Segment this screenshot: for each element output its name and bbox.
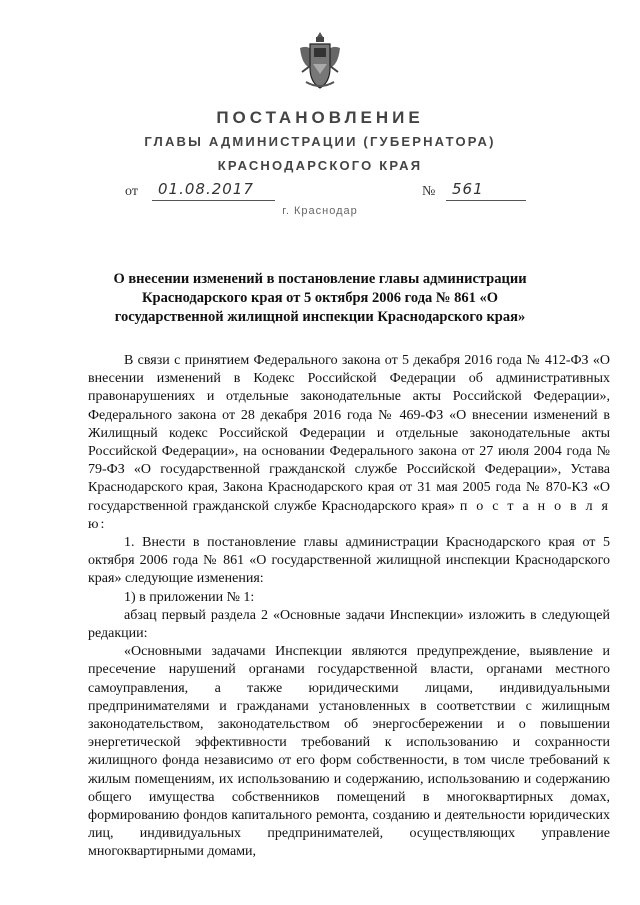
document-body xyxy=(88,352,610,862)
coat-of-arms-emblem xyxy=(292,28,348,92)
date-prefix: от xyxy=(125,184,138,199)
date-underline xyxy=(152,200,275,201)
issuing-authority: ГЛАВЫ АДМИНИСТРАЦИИ (ГУБЕРНАТОРА) xyxy=(144,134,496,149)
document-number: 561 xyxy=(452,180,484,198)
number-prefix: № xyxy=(422,184,436,199)
number-underline xyxy=(446,200,526,201)
quoted-paragraph: «Основными задачами Инспекции являются предупреждение, выявление и пресечение нарушений органами государственной власти, органами местного самоуправления, а также юридическими лицами, индивидуальными предпринимателями и гражданами установленных в соответствии с жилищным законодательством, законодательством об энергосбережении и о повышении энергетической эффективности требований к использованию и сохранности жилищного фонда независимо от его форм собственности, в том числе требований к жилым помещениям, их использованию и содержанию, использованию и содержанию общего имущества собственников помещений в многоквартирных домах, формированию фондов капитального ремонта, созданию и деятельности юридических лиц, индивидуальных предпринимателей, осуществляющих управление многоквартирными домами, xyxy=(88,644,610,860)
city-name: г. Краснодар xyxy=(282,205,358,217)
decree-word: п о с т а н о в л я ю: xyxy=(88,498,610,532)
document-type: ПОСТАНОВЛЕНИЕ xyxy=(216,108,424,127)
document-title: О внесении изменений в постановление главы администрации Краснодарского края от 5 октября 2006 года № 861 «О государственной жилищной инспекции Краснодарского края» xyxy=(113,271,527,325)
amendment-paragraph: 1. Внести в постановление главы администрации Краснодарского края от 5 октября 2006 года № 861 «О государственной жилищной инспекции Краснодарского края» следующие изменения: xyxy=(88,535,610,587)
preamble-text: В связи с принятием Федерального закона от 5 декабря 2016 года № 412-ФЗ «О внесении изменений в Кодекс Российской Федерации об административных правонарушениях и отдельные законодательные акты Российской Федерации», Федерального закона от 28 декабря 2016 года № 469-ФЗ «О внесении изменений в Жилищный кодекс Российской Федерации и отдельные законодательные акты Российской Федерации», на основании Федерального закона от 27 июля 2004 года № 79-ФЗ «О государственной гражданской службе Российской Федерации», Устава Краснодарского края, Закона Краснодарского края от 31 мая 2005 года № 870-КЗ «О государственной гражданской службе Краснодарского края» xyxy=(88,353,610,514)
region-name: КРАСНОДАРСКОГО КРАЯ xyxy=(217,158,423,173)
section-paragraph: абзац первый раздела 2 «Основные задачи Инспекции» изложить в следующей редакции: xyxy=(88,607,610,642)
document-date: 01.08.2017 xyxy=(158,180,254,198)
appendix-paragraph: 1) в приложении № 1: xyxy=(124,589,255,605)
preamble-paragraph xyxy=(88,352,610,534)
